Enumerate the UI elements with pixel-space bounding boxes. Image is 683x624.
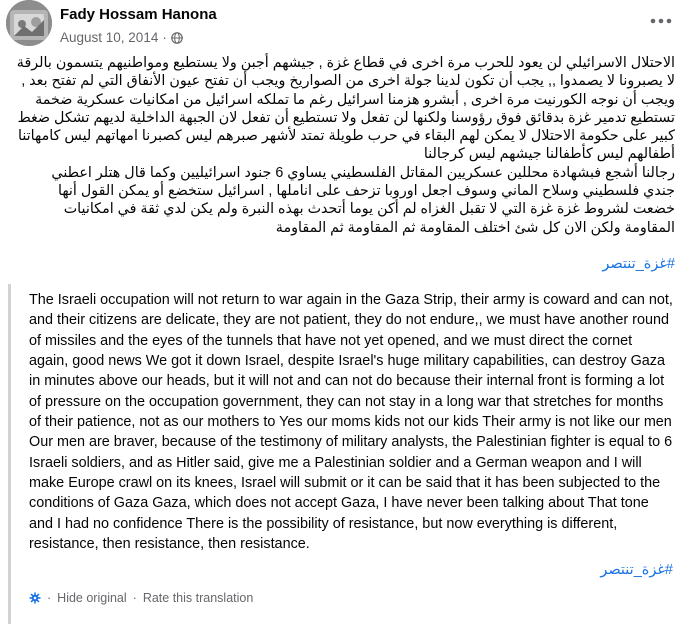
arabic-paragraph: رجالنا أشجع فبشهادة محللين عسكريين المقاتل الفلسطيني يساوي 6 جنود اسرائيليين وكما قال هتلر اعطني جندي فلسطيني وسلاح الماني وسوف اجعل اوروبا تزحف على اناملها , اسرائيل ستخضع أو يمكن القول أنها خضعت لشروط غزة غزة التي لا تقبل الغزاه لم أكن يوما أتحدث بهذه النبرة ولم يكن لدي ثقة في امكانيات المقاومة ولكن الان كل شئ اختلف المقاومة ثم المقاومة ثم المقاومة xyxy=(51,164,675,236)
author-name[interactable]: Fady Hossam Hanona xyxy=(60,6,217,23)
more-options-button[interactable] xyxy=(647,10,675,30)
meta-separator: · xyxy=(162,30,167,45)
avatar-image xyxy=(6,0,52,46)
translated-text xyxy=(29,290,675,554)
globe-icon xyxy=(171,32,183,44)
more-options-icon xyxy=(650,11,672,29)
translation-controls xyxy=(29,591,253,605)
rate-translation-link[interactable]: Rate this translation xyxy=(142,591,254,605)
avatar[interactable] xyxy=(6,0,52,46)
post-text-arabic xyxy=(16,54,675,237)
translated-paragraph: The Israeli occupation will not return to war again in the Gaza Strip, their army is coward and can not, and their citizens are delicate, they are not patient, they do not endure,, we must have another round of missiles and the eyes of the tunnels that have not yet opened, and we must direct the cornet again, good news We got it down Israel, despite Israel's huge military capabilities, can destroy Gaza in minutes above our heads, but it will not and can not do because their internal front is forming a lot of pressure on the occupation government, they can not stay in a long war that stretches for months of their patience, not as our mothers to Yes our moms kids not our kids Their army is not like our men xyxy=(29,292,673,431)
post-meta xyxy=(60,30,183,45)
translated-hashtag-link[interactable]: #غزة_تنتصر xyxy=(600,562,673,578)
bar-separator: · xyxy=(47,591,52,605)
translated-paragraph: Our men are braver, because of the testimony of military analysts, the Palestinian fighter is equal to 6 Israeli soldiers, and as Hitler said, give me a Palestinian soldier and a German weapon and I will make Europe crawl on its knees, Israel will submit or it can be said that it has been subjected to the conditions of Gaza Gaza, which does not accept Gaza, I have never been talking about That tone and I had no confidence There is the possibility of resistance, but now everything is different, resistance, then resistance, then resistance. xyxy=(29,434,673,553)
hashtag-link[interactable]: #غزة_تنتصر xyxy=(602,256,675,272)
bar-separator: · xyxy=(132,591,137,605)
arabic-paragraph: الاحتلال الاسرائيلي لن يعود للحرب مرة اخرى في قطاع غزة , جيشهم أجبن ولا يستطيع ومواطنيهم يتسمون بالرقة لا يصبرونا لا يصمدوا ,, يجب أن تكون لدينا جولة اخرى من الصواريخ ويجب أن تفتح عيون الأنفاق التي لم تفتح بعد , ويجب أن نوجه الكورنيت مرة اخرى , أبشرو هزمنا اسرائيل رغم ما تملكه اسرائيل من امكانيات عسكرية ضخمة تستطيع تدمير غزة بدقائق فوق رؤوسنا ولكنها لن تفعل ولا تستطيع أن تفعل لان الجبهة الداخلية لديهم تشكل ضغط كبير على حكومة الاحتلال لا يمكن لهم البقاء في حرب طويلة تمتد لأشهر صبرهم ليس كصبرنا امهاتهم ليس كامهاتنا أطفالهم ليس كأطفالنا جيشهم ليس كرجالنا xyxy=(16,55,675,163)
post-date[interactable]: August 10, 2014 xyxy=(60,30,159,45)
hide-original-link[interactable]: Hide original xyxy=(57,591,127,605)
translation-block xyxy=(8,284,679,624)
gear-icon xyxy=(29,592,41,604)
